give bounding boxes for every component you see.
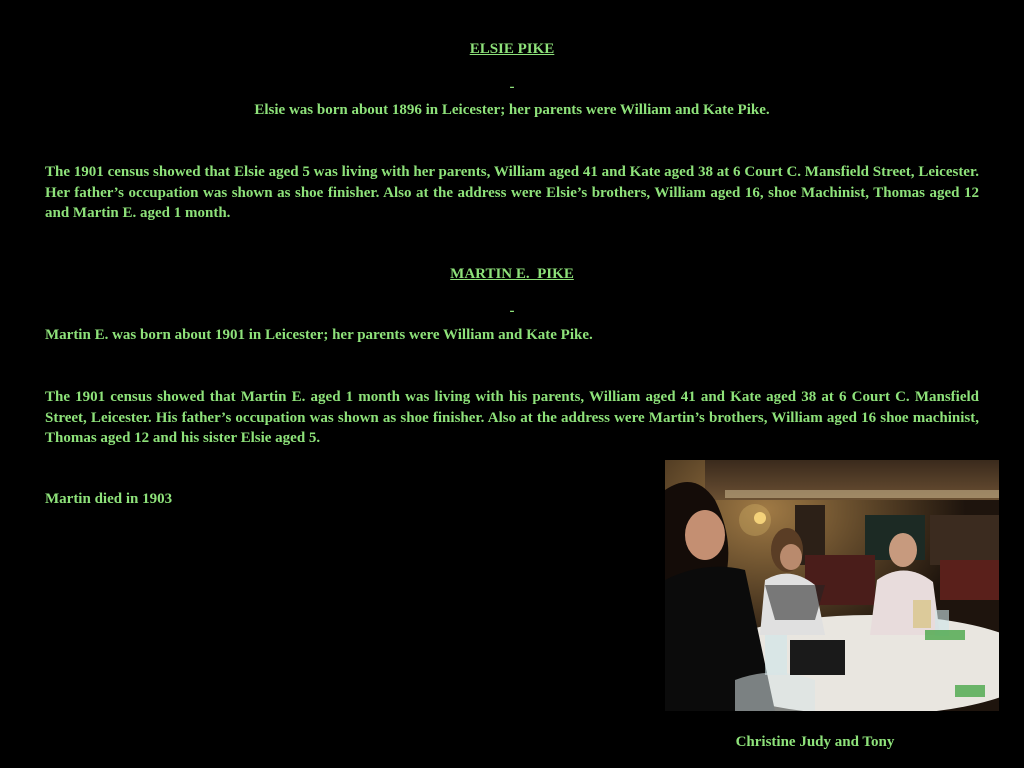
section-heading-martin: MARTIN E. PIKE (450, 266, 574, 282)
photo-illustration (665, 460, 999, 711)
photo-caption: Christine Judy and Tony (735, 734, 895, 750)
martin-birth-text: Martin E. was born about 1901 in Leicester; her parents were William and Kate Pike. (45, 327, 593, 343)
martin-census-paragraph: The 1901 census showed that Martin E. aged 1 month was living with his parents, William aged 41 and Kate aged 38 at 6 Court C. Mansfield Street, Leicester. His father’s occupation was shown as shoe finisher. Also at the address were Martin’s brothers, William aged 16 shoe machinist, Thomas aged 12 and his sister Elsie aged 5. (45, 389, 979, 446)
elsie-census-paragraph: The 1901 census showed that Elsie aged 5 was living with her parents, William aged 41 and Kate aged 38 at 6 Court C. Mansfield Street, Leicester. Her father’s occupation was shown as shoe finisher. Also at the address were Elsie’s brothers, William aged 16, shoe Machinist, Thomas aged 12 and Martin E. aged 1 month. (45, 164, 979, 221)
elsie-birth-text: Elsie was born about 1896 in Leicester; her parents were William and Kate Pike. (254, 102, 770, 118)
group-photo (665, 460, 999, 711)
separator-dash: - (509, 79, 515, 95)
martin-death-text: Martin died in 1903 (45, 491, 173, 507)
section-heading-elsie: ELSIE PIKE (469, 41, 555, 57)
separator-dash: - (509, 303, 515, 319)
